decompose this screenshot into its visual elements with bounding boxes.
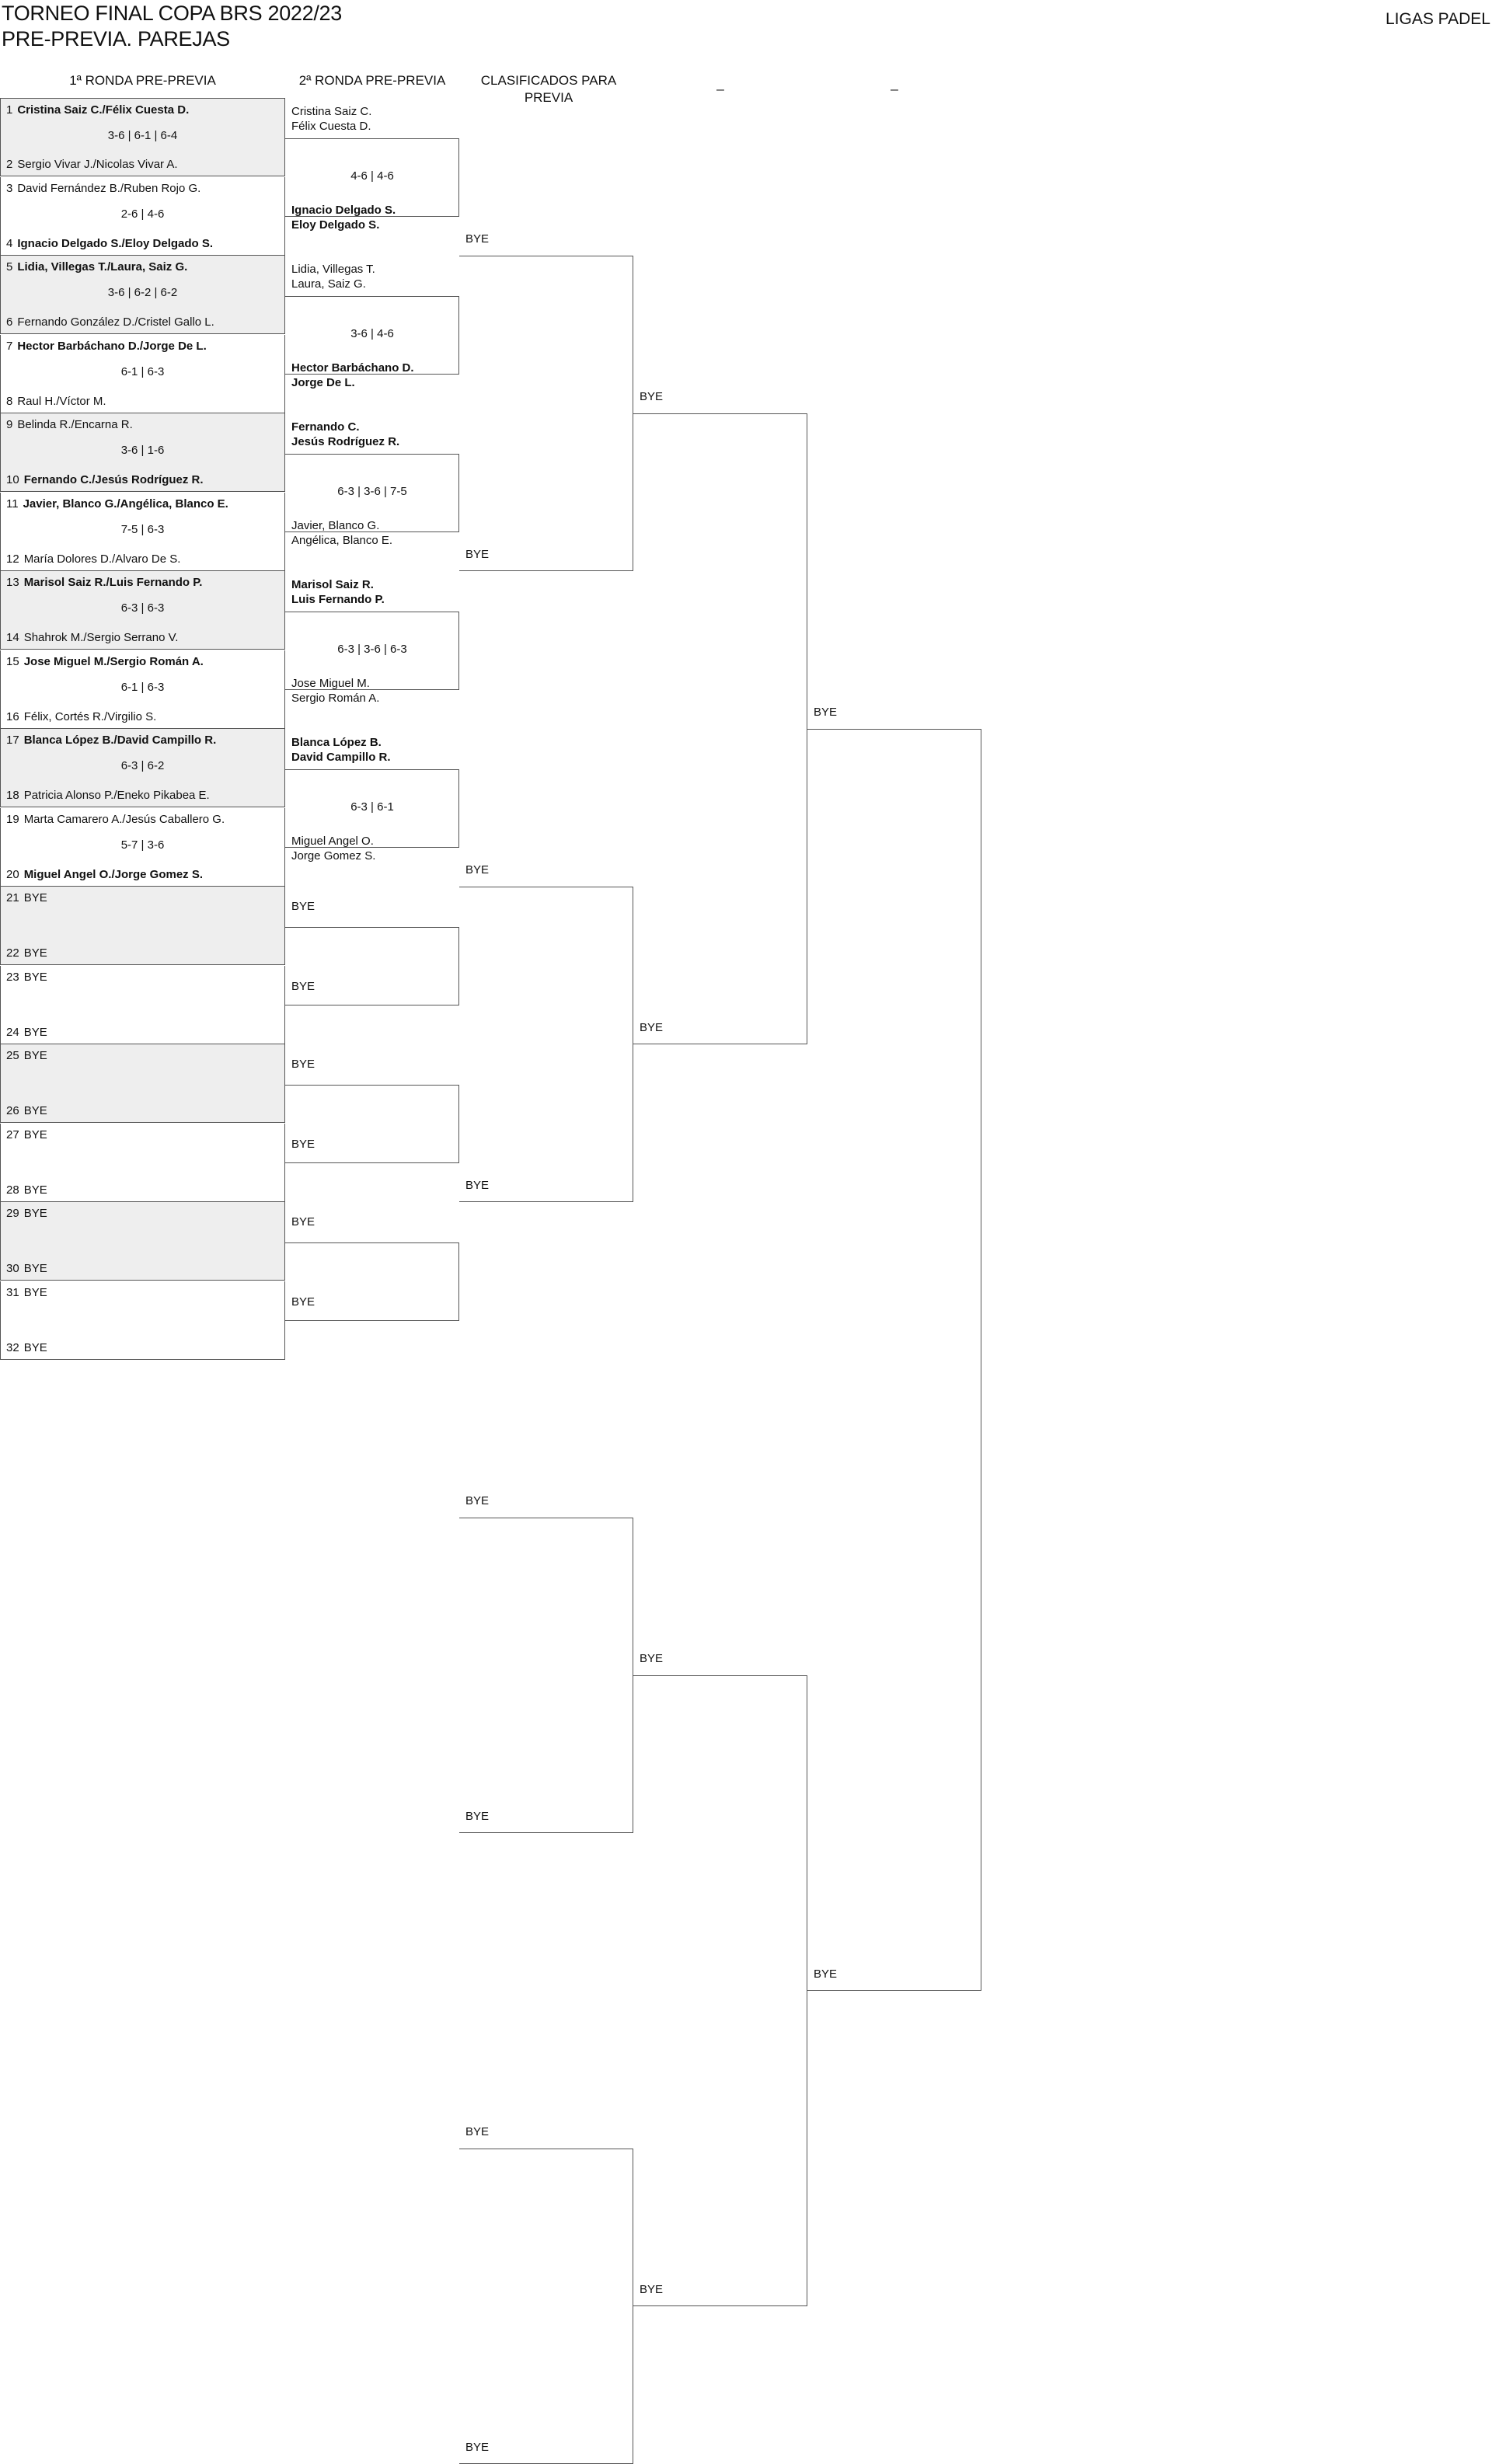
round1-team-bottom [6, 631, 178, 644]
column-header-qualified: CLASIFICADOS PARA PREVIA [480, 73, 617, 105]
round2-team-top [291, 1057, 315, 1072]
round1-team-bottom [6, 946, 47, 960]
player-name: BYE [291, 1137, 315, 1151]
round3-connector [459, 1518, 633, 1833]
seed-number: 4 [6, 236, 13, 250]
team-name: Sergio Vivar J./Nicolas Vivar A. [17, 158, 178, 171]
round1-team-top [6, 497, 228, 511]
round1-team-bottom [6, 868, 203, 881]
column-header-round-1: 1ª RONDA PRE-PREVIA [69, 73, 216, 88]
seed-number: 25 [6, 1049, 19, 1062]
round4-connector [633, 413, 807, 1044]
bracket-entry-round4: BYE [640, 1021, 664, 1034]
team-name: David Fernández B./Ruben Rojo G. [17, 181, 201, 195]
seed-number: 28 [6, 1183, 19, 1197]
round1-team-bottom [6, 1026, 47, 1039]
match-score: 3-6 | 1-6 [120, 444, 165, 457]
round1-team-bottom [6, 395, 106, 408]
player-name: BYE [291, 1295, 315, 1309]
round1-team-top [6, 182, 200, 195]
team-name: Félix, Cortés R./Virgilio S. [23, 709, 157, 723]
column-header-round-2: 2ª RONDA PRE-PREVIA [298, 73, 446, 88]
round1-team-top [6, 260, 187, 274]
bracket-entry-round3: BYE [465, 232, 490, 246]
team-name: BYE [23, 1104, 47, 1117]
round1-match [0, 1044, 285, 1123]
seed-number: 26 [6, 1104, 19, 1117]
round2-score: 4-6 | 4-6 [350, 169, 394, 183]
match-score: 7-5 | 6-3 [120, 522, 165, 536]
round2-team-bottom [291, 676, 379, 706]
round2-team-bottom [291, 1295, 315, 1309]
seed-number: 3 [6, 181, 13, 195]
round1-match [0, 729, 285, 807]
match-score: 6-1 | 6-3 [120, 680, 165, 694]
seed-number: 21 [6, 891, 19, 904]
seed-number: 19 [6, 812, 19, 826]
bracket-entry-round5: BYE [814, 706, 838, 719]
seed-number: 17 [6, 734, 19, 747]
round1-team-bottom [6, 710, 156, 723]
player-name: Jorge De L. [291, 375, 355, 389]
round1-team-top [6, 655, 204, 668]
team-name: Raul H./Víctor M. [17, 394, 106, 408]
team-name: BYE [23, 1340, 47, 1354]
round1-match [0, 335, 285, 413]
player-name: Lidia, Villegas T. [291, 263, 375, 276]
round2-team-top [291, 899, 315, 914]
team-name: BYE [23, 946, 47, 960]
column-header-round-4: _ [716, 76, 724, 91]
seed-number: 12 [6, 552, 19, 566]
round1-team-bottom [6, 789, 210, 802]
round2-team-bottom [291, 518, 392, 548]
round1-match [0, 808, 285, 887]
round1-team-top [6, 1207, 47, 1220]
round1-match [0, 1202, 285, 1281]
bracket-entry-round3: BYE [465, 2125, 490, 2138]
round2-team-top [291, 420, 399, 449]
player-name: BYE [291, 1215, 315, 1229]
seed-number: 30 [6, 1262, 19, 1275]
match-score: 6-1 | 6-3 [120, 364, 165, 378]
team-name: Marisol Saiz R./Luis Fernando P. [23, 576, 203, 589]
round2-team-top [291, 104, 371, 134]
seed-number: 23 [6, 970, 19, 984]
round1-team-bottom [6, 1341, 47, 1354]
round2-team-bottom [291, 361, 414, 390]
match-score: 3-6 | 6-2 | 6-2 [107, 286, 178, 299]
player-name: Luis Fernando P. [291, 593, 385, 606]
round2-team-top [291, 1215, 315, 1229]
seed-number: 1 [6, 103, 13, 117]
team-name: Jose Miguel M./Sergio Román A. [23, 654, 204, 668]
round1-team-bottom [6, 1104, 47, 1117]
round2-team-bottom [291, 979, 315, 994]
team-name: BYE [23, 1127, 47, 1141]
round1-team-top [6, 103, 189, 117]
round1-team-top [6, 1049, 47, 1062]
round1-match [0, 1281, 285, 1360]
team-name: Hector Barbáchano D./Jorge De L. [17, 339, 207, 353]
round1-team-top [6, 813, 225, 826]
round1-team-bottom [6, 1183, 47, 1197]
player-name: Félix Cuesta D. [291, 120, 371, 133]
round1-match [0, 1124, 285, 1202]
round2-score: 6-3 | 6-1 [350, 800, 394, 814]
seed-number: 31 [6, 1285, 19, 1299]
player-name: Jose Miguel M. [291, 676, 370, 690]
seed-number: 11 [6, 497, 19, 511]
player-name: Blanca López B. [291, 736, 382, 749]
match-score: 6-3 | 6-2 [120, 759, 165, 772]
team-name: BYE [23, 1025, 47, 1039]
player-name: BYE [291, 1058, 315, 1071]
round1-team-bottom [6, 237, 213, 250]
round3-connector [459, 2149, 633, 2464]
round2-team-top [291, 262, 375, 291]
player-name: Jorge Gomez S. [291, 849, 376, 863]
round1-match [0, 571, 285, 650]
seed-number: 22 [6, 946, 19, 960]
seed-number: 27 [6, 1127, 19, 1141]
round2-team-top [291, 577, 385, 607]
team-name: Fernando González D./Cristel Gallo L. [17, 315, 214, 329]
seed-number: 9 [6, 418, 13, 431]
seed-number: 20 [6, 867, 19, 881]
seed-number: 18 [6, 789, 19, 802]
player-name: Ignacio Delgado S. [291, 203, 396, 217]
seed-number: 24 [6, 1025, 19, 1039]
match-score: 2-6 | 4-6 [120, 207, 165, 221]
round1-match [0, 887, 285, 965]
bracket-entry-round5: BYE [814, 1967, 838, 1981]
page-title: TORNEO FINAL COPA BRS 2022/23 [2, 2, 342, 25]
player-name: Sergio Román A. [291, 691, 380, 705]
round1-team-top [6, 418, 133, 431]
round2-team-bottom [291, 834, 375, 863]
seed-number: 5 [6, 260, 13, 274]
round1-team-bottom [6, 473, 204, 486]
team-name: BYE [23, 1183, 47, 1197]
match-score: 5-7 | 3-6 [120, 838, 165, 852]
player-name: Miguel Angel O. [291, 834, 374, 848]
team-name: BYE [23, 1285, 47, 1299]
round2-score: 6-3 | 3-6 | 6-3 [337, 642, 407, 656]
round2-team-bottom [291, 203, 396, 232]
team-name: Belinda R./Encarna R. [17, 418, 133, 431]
team-name: BYE [23, 891, 47, 904]
bracket-entry-round4: BYE [640, 390, 664, 403]
team-name: BYE [23, 1262, 47, 1275]
player-name: Javier, Blanco G. [291, 518, 380, 532]
team-name: Fernando C./Jesús Rodríguez R. [23, 473, 204, 486]
player-name: Hector Barbáchano D. [291, 361, 414, 375]
team-name: Patricia Alonso P./Eneko Pikabea E. [23, 789, 210, 802]
round1-team-bottom [6, 552, 180, 566]
round4-connector [633, 1675, 807, 2306]
seed-number: 6 [6, 315, 13, 329]
seed-number: 13 [6, 576, 19, 589]
round1-match [0, 413, 285, 492]
player-name: Jesús Rodríguez R. [291, 435, 400, 448]
round1-match [0, 966, 285, 1044]
team-name: BYE [23, 1049, 47, 1062]
team-name: Javier, Blanco G./Angélica, Blanco E. [23, 497, 228, 511]
round3-connector [459, 887, 633, 1202]
page-subtitle: PRE-PREVIA. PAREJAS [2, 27, 230, 51]
seed-number: 2 [6, 158, 13, 171]
seed-number: 32 [6, 1340, 19, 1354]
round2-score: 3-6 | 4-6 [350, 326, 394, 340]
seed-number: 15 [6, 654, 19, 668]
player-name: David Campillo R. [291, 751, 391, 764]
round1-match [0, 256, 285, 334]
round1-team-top [6, 1286, 47, 1299]
seed-number: 10 [6, 473, 19, 486]
team-name: Blanca López B./David Campillo R. [23, 734, 217, 747]
team-name: BYE [23, 1207, 47, 1220]
team-name: Cristina Saiz C./Félix Cuesta D. [17, 103, 190, 117]
round1-match [0, 98, 285, 176]
round1-team-top [6, 734, 216, 747]
player-name: Laura, Saiz G. [291, 277, 366, 291]
player-name: BYE [291, 900, 315, 913]
seed-number: 29 [6, 1207, 19, 1220]
team-name: Shahrok M./Sergio Serrano V. [23, 631, 179, 644]
team-name: Marta Camarero A./Jesús Caballero G. [23, 812, 225, 826]
bracket-entry-round3: BYE [465, 2441, 490, 2454]
bracket-entry-round3: BYE [465, 1179, 490, 1192]
bracket-entry-round4: BYE [640, 2283, 664, 2296]
seed-number: 16 [6, 709, 19, 723]
player-name: Cristina Saiz C. [291, 105, 372, 118]
bracket-entry-round3: BYE [465, 548, 490, 561]
player-name: BYE [291, 979, 315, 993]
team-name: BYE [23, 970, 47, 984]
round1-match [0, 493, 285, 571]
round1-team-top [6, 340, 207, 353]
round1-team-bottom [6, 315, 214, 329]
bracket-entry-round3: BYE [465, 863, 490, 877]
round1-team-top [6, 576, 202, 589]
team-name: María Dolores D./Alvaro De S. [23, 552, 181, 566]
match-score: 6-3 | 6-3 [120, 601, 165, 615]
round2-score: 6-3 | 3-6 | 7-5 [337, 484, 407, 498]
player-name: Angélica, Blanco E. [291, 533, 393, 547]
seed-number: 7 [6, 339, 13, 353]
round3-connector [459, 256, 633, 571]
round1-team-top [6, 1128, 47, 1141]
bracket-entry-round4: BYE [640, 1652, 664, 1665]
round1-team-top [6, 971, 47, 984]
round1-team-top [6, 891, 47, 904]
round1-match [0, 650, 285, 729]
brand-label: LIGAS PADEL [1385, 10, 1490, 28]
column-header-round-5: _ [891, 76, 898, 91]
round2-team-top [291, 735, 391, 765]
round2-team-bottom [291, 1137, 315, 1152]
player-name: Marisol Saiz R. [291, 578, 374, 591]
round1-match [0, 177, 285, 256]
team-name: Lidia, Villegas T./Laura, Saiz G. [17, 260, 188, 274]
match-score: 3-6 | 6-1 | 6-4 [107, 129, 178, 142]
seed-number: 8 [6, 394, 13, 408]
round5-connector [807, 729, 981, 1991]
round1-team-bottom [6, 1262, 47, 1275]
team-name: Miguel Angel O./Jorge Gomez S. [23, 867, 203, 881]
player-name: Eloy Delgado S. [291, 218, 380, 232]
bracket-entry-round3: BYE [465, 1810, 490, 1823]
bracket-entry-round3: BYE [465, 1494, 490, 1507]
seed-number: 14 [6, 631, 19, 644]
team-name: Ignacio Delgado S./Eloy Delgado S. [17, 236, 214, 250]
round1-team-bottom [6, 158, 178, 171]
player-name: Fernando C. [291, 420, 360, 434]
